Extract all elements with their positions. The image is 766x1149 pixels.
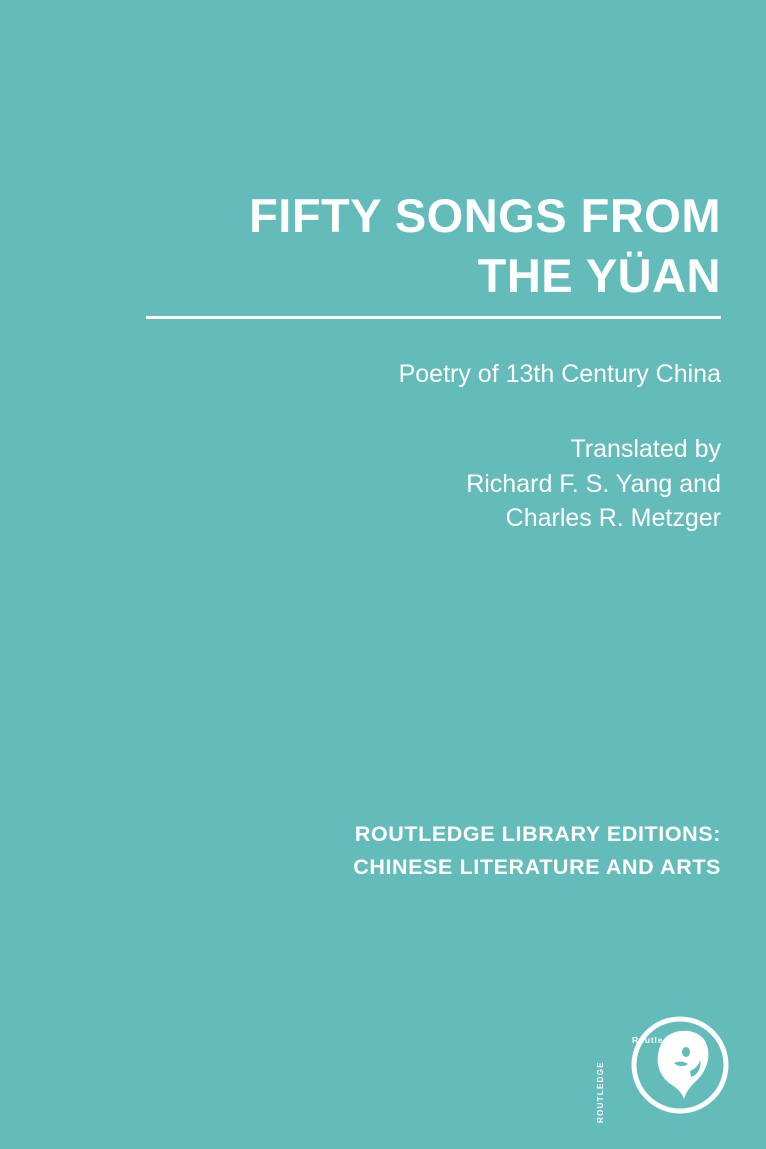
series-title <box>146 818 721 885</box>
author-name-1: Richard F. S. Yang and <box>466 469 721 498</box>
publisher-name: Routledge <box>632 1035 681 1045</box>
routledge-lion-icon <box>602 1007 732 1127</box>
series-line-2: CHINESE LITERATURE AND ARTS <box>353 855 721 880</box>
page-title: FIFTY SONGS FROM THE YÜAN <box>249 189 721 303</box>
title-divider <box>146 316 721 319</box>
subtitle: Poetry of 13th Century China <box>398 360 721 388</box>
series-line-1: ROUTLEDGE LIBRARY EDITIONS: <box>354 822 721 846</box>
author-block <box>146 432 721 536</box>
translated-by-label: Translated by <box>570 435 721 463</box>
title-block <box>146 186 721 319</box>
author-name-2: Charles R. Metzger <box>505 504 721 532</box>
publisher-logo <box>596 1007 732 1127</box>
publisher-wordmark-vertical: ROUTLEDGE <box>596 1061 605 1123</box>
